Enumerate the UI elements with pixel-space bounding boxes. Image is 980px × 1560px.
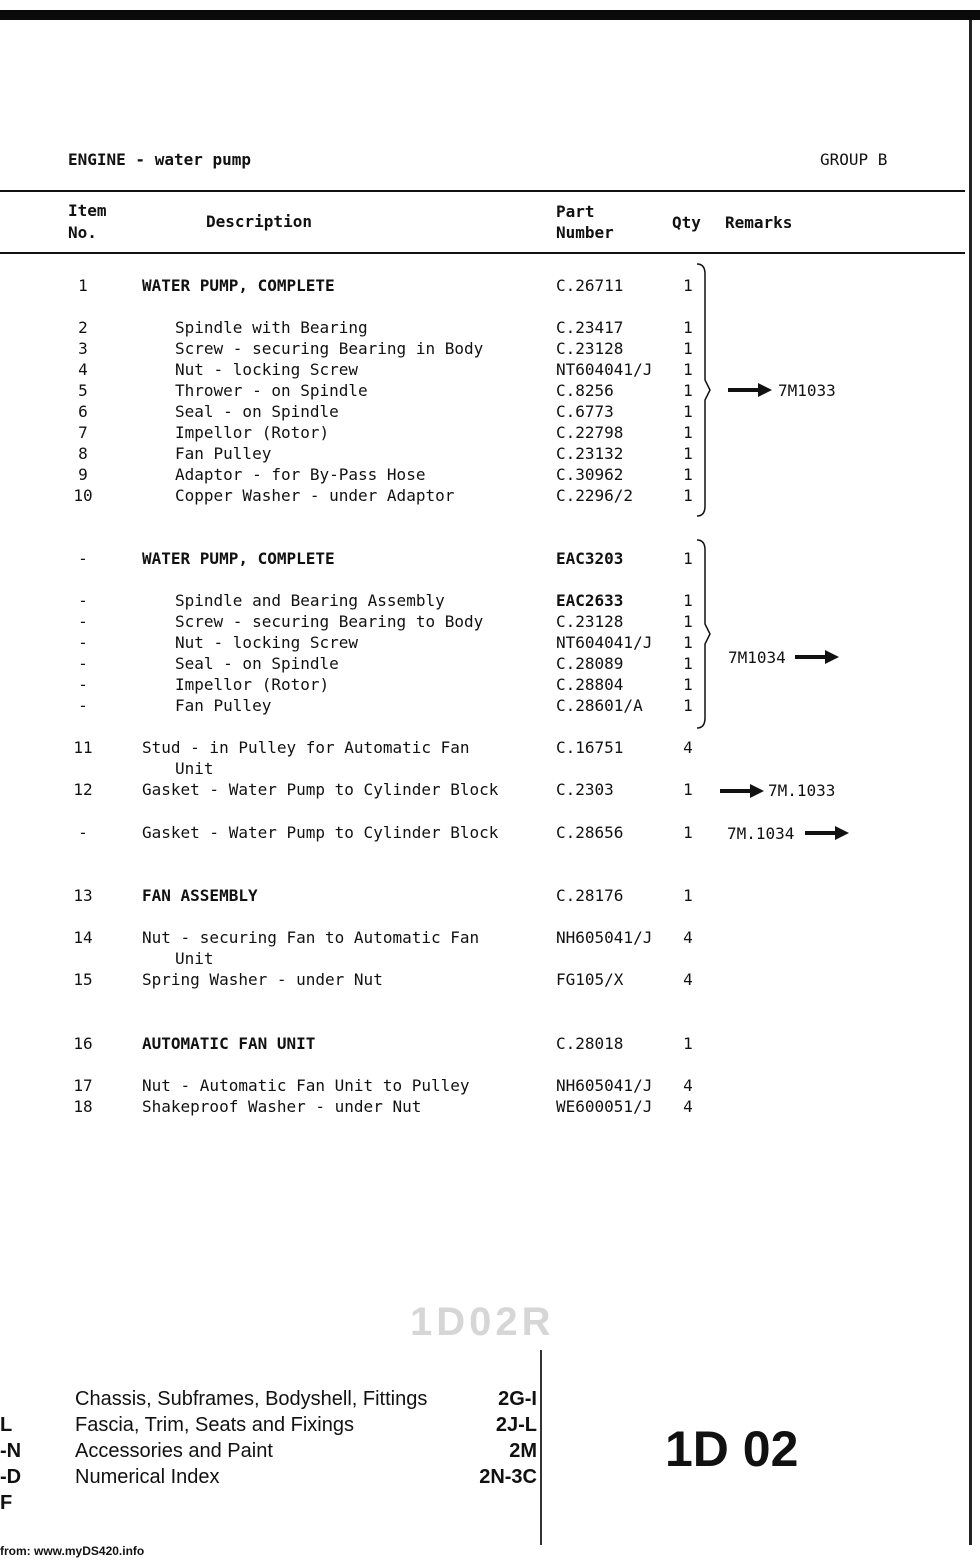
description: Nut - locking Screw [175,360,359,379]
tab-letter: F [0,1492,13,1514]
tab-letter: -N [0,1440,22,1462]
index-ref: 2M [509,1440,537,1462]
qty: 1 [683,318,693,337]
part-number: NH605041/J [556,928,653,947]
arrow-right-icon [728,383,772,397]
table-row [0,970,980,992]
qty: 1 [683,633,693,652]
table-row [0,738,980,760]
item-no: 11 [73,738,93,757]
arrow-right-icon [805,826,849,840]
item-no: - [78,633,88,652]
item-no: 18 [73,1097,93,1116]
col-description: Description [206,212,312,231]
tab-letter: -D [0,1466,22,1488]
table-row [0,339,980,361]
description: Screw - securing Bearing to Body [175,612,484,631]
part-number: C.6773 [556,402,614,421]
part-number: C.2303 [556,780,614,799]
item-no: 12 [73,780,93,799]
qty: 1 [683,276,693,295]
description: Gasket - Water Pump to Cylinder Block [142,823,499,842]
table-row [0,318,980,340]
table-row [0,696,980,718]
qty: 1 [683,1034,693,1053]
qty: 1 [683,423,693,442]
item-no: 6 [78,402,88,421]
part-number: C.16751 [556,738,624,757]
table-row [0,360,980,382]
index-label: Fascia, Trim, Seats and Fixings [75,1414,354,1436]
qty: 1 [683,823,693,842]
item-no: 14 [73,928,93,947]
table-row [0,1034,980,1056]
description: Copper Washer - under Adaptor [175,486,455,505]
description: Nut - securing Fan to Automatic Fan [142,928,480,947]
page-title: ENGINE - water pump [68,150,252,169]
qty: 4 [683,970,693,989]
item-no: - [78,696,88,715]
qty: 1 [683,780,693,799]
qty: 1 [683,612,693,631]
part-number: C.28018 [556,1034,624,1053]
item-no: - [78,823,88,842]
item-no: 2 [78,318,88,337]
qty: 1 [683,549,693,568]
part-number: C.26711 [556,276,624,295]
item-no: 15 [73,970,93,989]
table-row [0,928,980,950]
part-number: FG105/X [556,970,624,989]
index-label: Accessories and Paint [75,1440,273,1462]
part-number: EAC3203 [556,549,624,568]
description: Nut - Automatic Fan Unit to Pulley [142,1076,470,1095]
item-no: 1 [78,276,88,295]
description: Unit [175,949,214,968]
part-number: C.23128 [556,612,624,631]
item-no: - [78,675,88,694]
part-number: NH605041/J [556,1076,653,1095]
item-no: 4 [78,360,88,379]
qty: 1 [683,402,693,421]
description: Gasket - Water Pump to Cylinder Block [142,780,499,799]
qty: 1 [683,696,693,715]
header-rule-bottom [0,252,965,254]
page-code: 1D 02 [665,1421,799,1477]
table-row [0,1076,980,1098]
table-row [0,591,980,613]
col-item-l2: No. [68,223,97,242]
part-number: C.28804 [556,675,624,694]
qty: 1 [683,591,693,610]
description: Nut - locking Screw [175,633,359,652]
description: Seal - on Spindle [175,402,339,421]
description: Shakeproof Washer - under Nut [142,1097,422,1116]
item-no: 3 [78,339,88,358]
table-row [0,759,980,781]
index-ref: 2G-I [498,1388,537,1410]
part-number: WE600051/J [556,1097,653,1116]
table-row [0,886,980,908]
qty: 1 [683,654,693,673]
item-no: - [78,612,88,631]
remark-7m1033: 7M1033 [778,381,836,400]
index-ref: 2N-3C [479,1466,537,1488]
description: WATER PUMP, COMPLETE [142,549,335,568]
part-number: C.22798 [556,423,624,442]
description: WATER PUMP, COMPLETE [142,276,335,295]
part-number: NT604041/J [556,360,653,379]
item-no: - [78,549,88,568]
item-no: 7 [78,423,88,442]
qty: 1 [683,486,693,505]
arrow-right-icon [720,784,764,798]
item-no: 9 [78,465,88,484]
table-row [0,1097,980,1119]
item-no: 5 [78,381,88,400]
part-number: C.23132 [556,444,624,463]
group-label: GROUP B [820,150,888,169]
table-row [0,675,980,697]
col-part-l2: Number [556,223,614,242]
table-row [0,444,980,466]
brace-group-2 [695,538,715,730]
qty: 1 [683,444,693,463]
section-index [75,1388,537,1492]
description: Adaptor - for By-Pass Hose [175,465,426,484]
table-row [0,612,980,634]
table-row [0,402,980,424]
item-no: 17 [73,1076,93,1095]
item-no: 8 [78,444,88,463]
qty: 1 [683,339,693,358]
description: Impellor (Rotor) [175,423,330,442]
description: Thrower - on Spindle [175,381,368,400]
table-row [0,423,980,445]
qty: 1 [683,381,693,400]
item-no: 16 [73,1034,93,1053]
item-no: - [78,591,88,610]
tab-letter: L [0,1414,13,1436]
qty: 1 [683,886,693,905]
part-number: C.23417 [556,318,624,337]
description: Spring Washer - under Nut [142,970,383,989]
index-entry [75,1440,537,1466]
part-number: C.30962 [556,465,624,484]
qty: 1 [683,360,693,379]
item-no: 13 [73,886,93,905]
description: Stud - in Pulley for Automatic Fan [142,738,470,757]
table-row [0,949,980,971]
arrow-right-icon [795,650,839,664]
description: Fan Pulley [175,444,272,463]
part-number: C.2296/2 [556,486,634,505]
description: Screw - securing Bearing in Body [175,339,484,358]
table-row [0,549,980,571]
part-number: NT604041/J [556,633,653,652]
remark-7m1034-gasket: 7M.1034 [727,824,795,843]
index-ref: 2J-L [495,1414,537,1436]
col-item-l1: Item [68,201,107,220]
item-no: 10 [73,486,93,505]
description: Unit [175,759,214,778]
description: FAN ASSEMBLY [142,886,258,905]
part-number: C.8256 [556,381,614,400]
index-entry [75,1414,537,1440]
source-credit: from: www.myDS420.info [0,1544,145,1558]
brace-group-1 [695,262,715,518]
part-number: EAC2633 [556,591,624,610]
qty: 4 [683,1076,693,1095]
part-number: C.28601/A [556,696,643,715]
item-no: - [78,654,88,673]
index-label: Chassis, Subframes, Bodyshell, Fittings [75,1388,428,1410]
description: Fan Pulley [175,696,272,715]
table-row [0,276,980,298]
description: Impellor (Rotor) [175,675,330,694]
part-number: C.28089 [556,654,624,673]
description: AUTOMATIC FAN UNIT [142,1034,316,1053]
remark-7m1034: 7M1034 [728,648,786,667]
index-label: Numerical Index [75,1466,220,1488]
qty: 4 [683,928,693,947]
description: Seal - on Spindle [175,654,339,673]
index-tab-letters [0,1412,21,1516]
qty: 4 [683,738,693,757]
footer-divider [540,1350,542,1545]
part-number: C.23128 [556,339,624,358]
index-entry [75,1466,537,1492]
qty: 1 [683,465,693,484]
col-remarks: Remarks [725,213,793,232]
part-number: C.28176 [556,886,624,905]
top-border [0,10,980,20]
table-row [0,465,980,487]
description: Spindle and Bearing Assembly [175,591,445,610]
remark-7m1033-gasket: 7M.1033 [768,781,836,800]
table-row [0,486,980,508]
header-rule-top [0,190,965,192]
col-part-l1: Part [556,202,595,221]
page-stamp: 1D02R [410,1300,555,1344]
part-number: C.28656 [556,823,624,842]
index-entry [75,1388,537,1414]
description: Spindle with Bearing [175,318,368,337]
qty: 4 [683,1097,693,1116]
qty: 1 [683,675,693,694]
col-qty: Qty [672,213,701,232]
